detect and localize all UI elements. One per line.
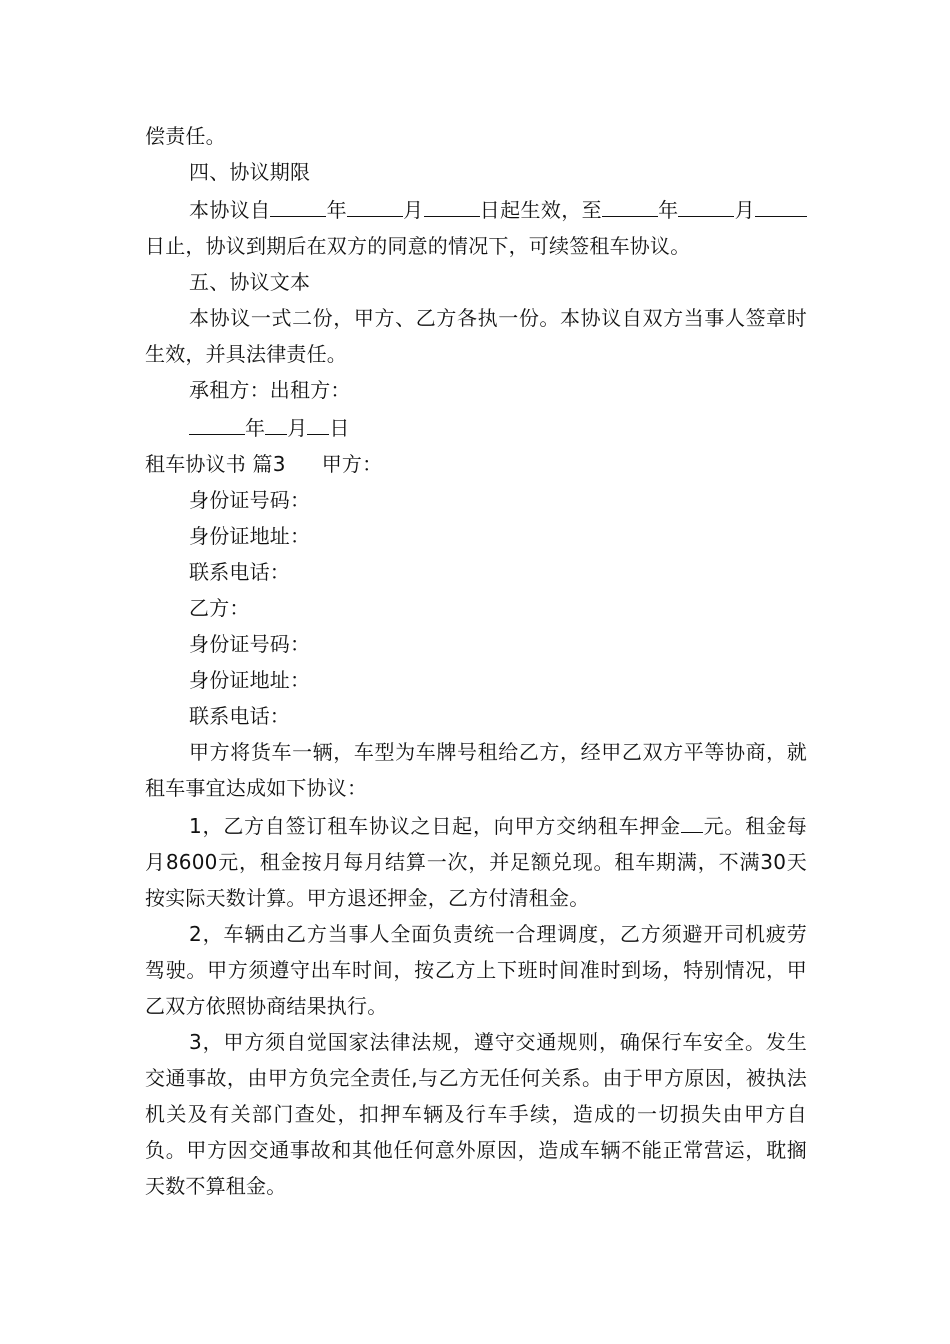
heading-agreement-term: 四、协议期限 xyxy=(189,160,311,184)
term-text-effective: 日起生效，至 xyxy=(479,198,602,222)
date-day-label: 日 xyxy=(329,416,350,440)
blank-sign-year xyxy=(189,408,245,435)
blank-end-day-part2 xyxy=(775,190,807,217)
blank-start-month xyxy=(347,190,403,217)
blank-end-day-part1 xyxy=(755,190,775,217)
party-b-id-address: 身份证地址： xyxy=(189,668,311,692)
blank-sign-month xyxy=(265,408,287,435)
term-text-year: 年 xyxy=(326,198,348,222)
document-body xyxy=(145,118,807,1204)
blank-sign-day xyxy=(307,408,329,435)
party-a-label: 甲方： xyxy=(321,452,383,476)
party-a-id-number: 身份证号码： xyxy=(189,488,311,512)
party-a-id-address: 身份证地址： xyxy=(189,524,311,548)
clause-1-text-b: 元。租金每月8600元，租金按月每月结算一次，并足额兑现。租车期满，不满30天按实际天数计算。甲方退还押金，乙方付清租金。 xyxy=(145,814,807,910)
clause-3: 3，甲方须自觉国家法律法规，遵守交通规则，确保行车安全。发生交通事故，由甲方负完全责任,与乙方无任何关系。由于甲方原因，被执法机关及有关部门查处，扣押车辆及行车手续，造成的一切损失由甲方自负。甲方因交通事故和其他任何意外原因，造成车辆不能正常营运，耽搁天数不算租金。 xyxy=(145,1030,807,1198)
party-b-label: 乙方： xyxy=(189,596,250,620)
blank-deposit-amount xyxy=(681,806,703,833)
term-text-end: 日止，协议到期后在双方的同意的情况下，可续签租车协议。 xyxy=(145,234,691,258)
clause-1 xyxy=(145,806,807,916)
party-b-id-number: 身份证号码： xyxy=(189,632,311,656)
paragraph-agreement-term xyxy=(145,190,807,264)
paragraph-continuation: 偿责任。 xyxy=(145,124,226,148)
party-a-phone: 联系电话： xyxy=(189,560,290,584)
term-text-month: 月 xyxy=(403,198,424,222)
term-text-start: 本协议自 xyxy=(189,198,271,222)
paragraph-intro: 甲方将货车一辆，车型为车牌号租给乙方，经甲乙双方平等协商，就租车事宜达成如下协议： xyxy=(145,740,807,800)
section-title: 租车协议书 篇3 xyxy=(145,452,286,476)
clause-2: 2，车辆由乙方当事人全面负责统一合理调度，乙方须避开司机疲劳驾驶。甲方须遵守出车时间，按乙方上下班时间准时到场，特别情况，甲乙双方依照协商结果执行。 xyxy=(145,922,807,1018)
blank-start-day xyxy=(424,190,480,217)
section-title-line xyxy=(145,446,807,482)
term-text-end-month: 月 xyxy=(734,198,756,222)
signature-parties: 承租方：出租方： xyxy=(189,378,351,402)
date-year-label: 年 xyxy=(245,416,266,440)
heading-agreement-text: 五、协议文本 xyxy=(189,270,311,294)
blank-end-year xyxy=(602,190,658,217)
blank-end-month xyxy=(678,190,734,217)
paragraph-agreement-text: 本协议一式二份，甲方、乙方各执一份。本协议自双方当事人签章时生效，并具法律责任。 xyxy=(145,306,807,366)
date-month-label: 月 xyxy=(287,416,308,440)
clause-1-text-a: 1，乙方自签订租车协议之日起，向甲方交纳租车押金 xyxy=(189,814,681,838)
signature-date xyxy=(145,408,807,446)
blank-start-year xyxy=(270,190,326,217)
party-b-phone: 联系电话： xyxy=(189,704,290,728)
term-text-end-year: 年 xyxy=(657,198,679,222)
